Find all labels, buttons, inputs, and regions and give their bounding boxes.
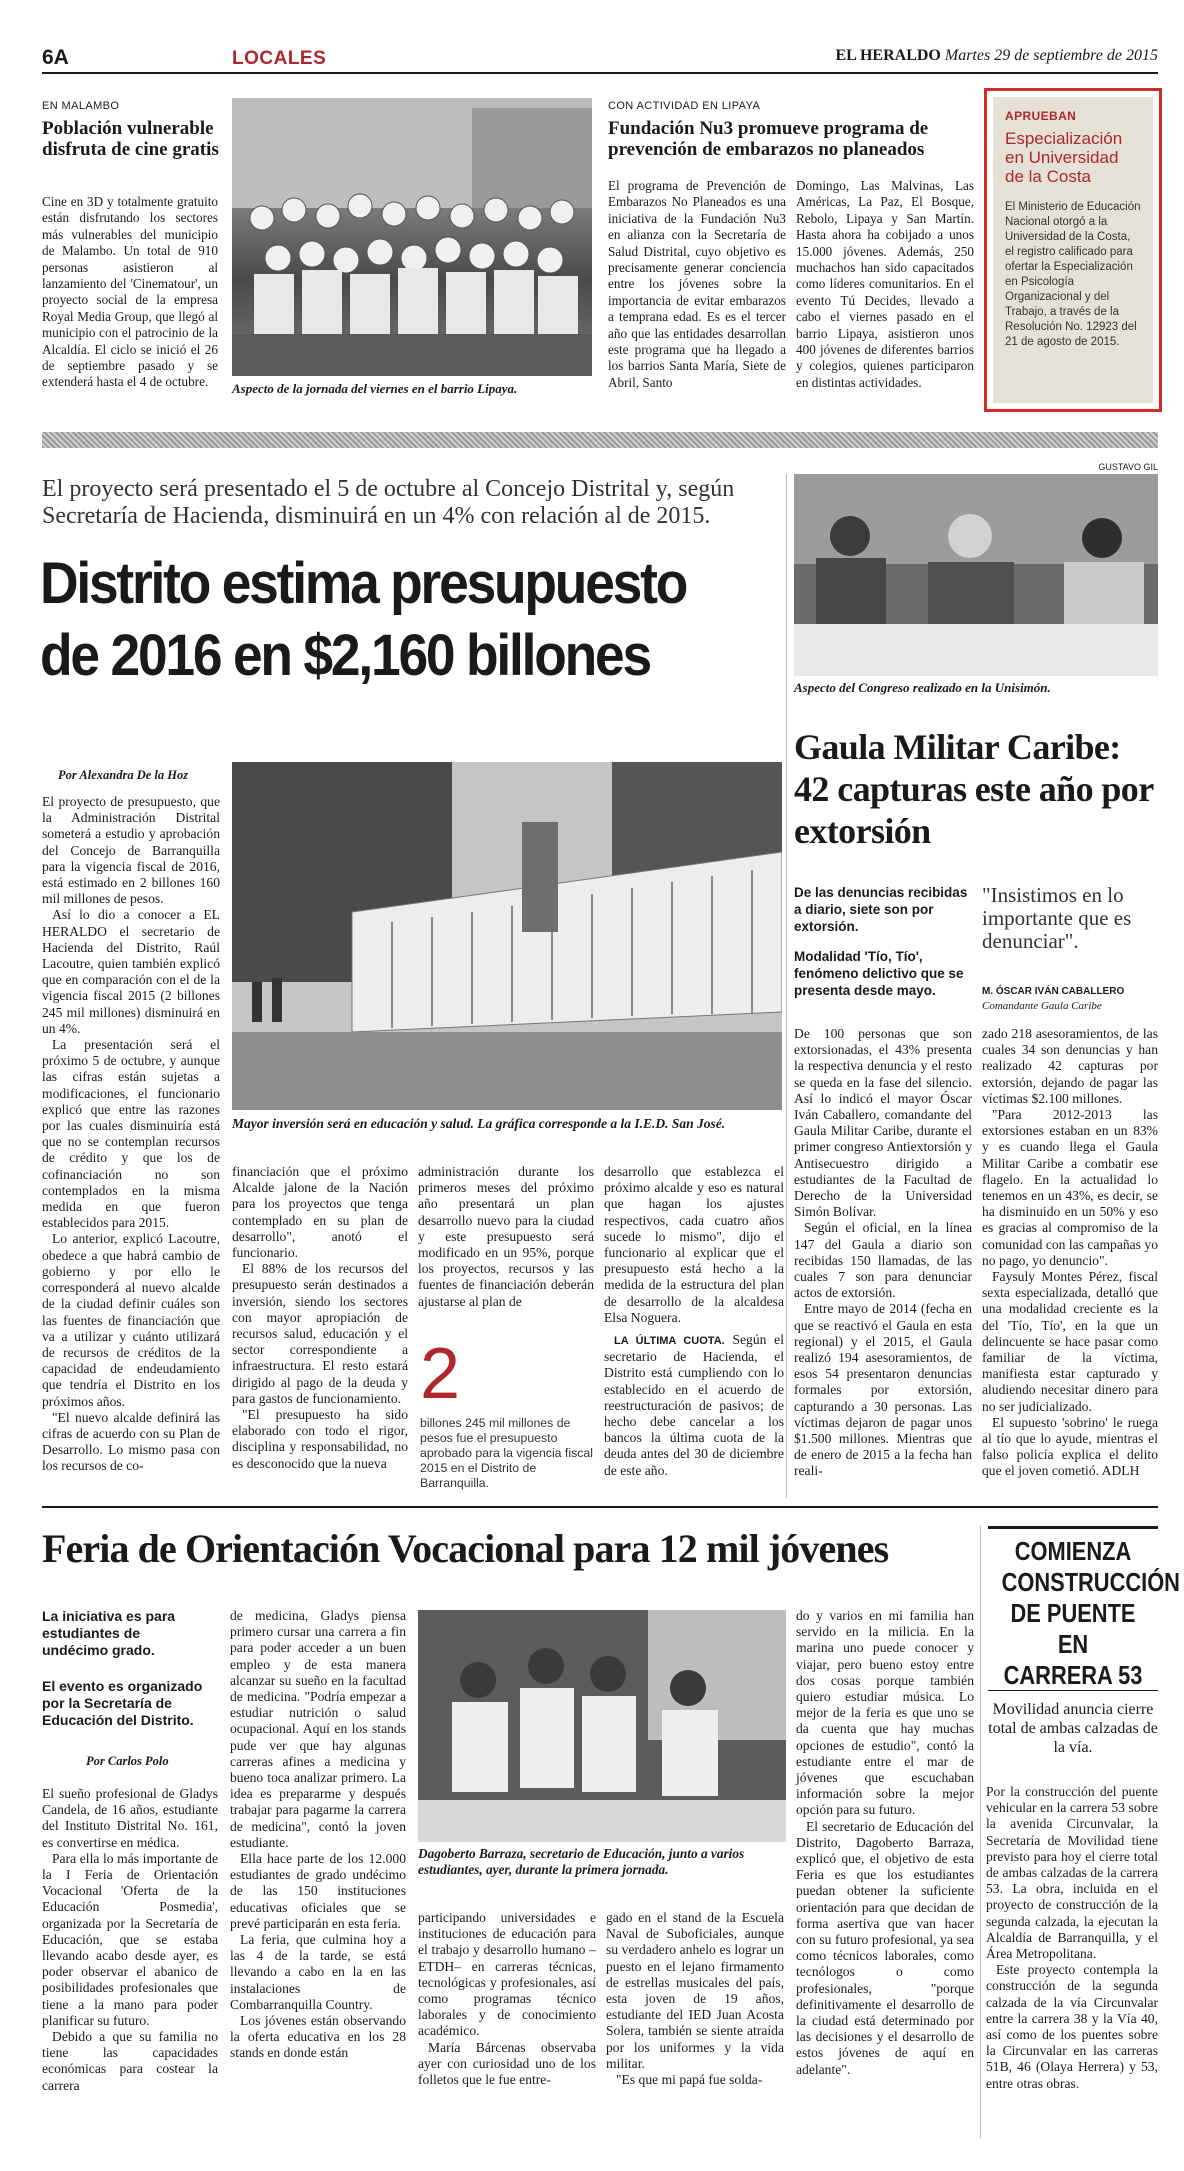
lipaya-photo-caption: Aspecto de la jornada del viernes en el barrio Lipaya.: [232, 381, 518, 396]
feria-p7: Los jóvenes están observando la oferta educativa en los 28 stands en donde están: [230, 2013, 406, 2061]
puente-top-rule: [988, 1526, 1158, 1529]
presupuesto-byline: Por Alexandra De la Hoz: [58, 768, 189, 782]
feria-summary-2: El evento es organizado por la Secretaría de Educación del Distrito.: [42, 1678, 203, 1728]
malambo-kicker: EN MALAMBO: [42, 100, 120, 112]
presupuesto-subhead-para: [604, 1332, 784, 1479]
presupuesto-col3-p1: administración durante los primeros meses del próximo año presentará un plan desarrollo nuevo para la ciudad y este presupuesto será modificado en un 95%, porque los proyectos, recursos y las fuentes de financiación deberán ajustarse al plan de: [418, 1164, 594, 1309]
column-rule-2: [980, 1526, 981, 2138]
malambo-text: Cine en 3D y totalmente gratuito están disfrutando los sectores más vulnerables del municipio de Malambo. Un total de 910 personas asistieron al lanzamiento del 'Cinematour', un proyecto social de la empresa Royal Media Group, que llegó al municipio con el patrocinio de la Alcaldía. El ciclo se inició el 26 de septiembre pasado y se extenderá hasta el 4 de octubre.: [42, 194, 218, 390]
gaula-quote-name: M. ÓSCAR IVÁN CABALLERO: [982, 986, 1125, 997]
malambo-title: Población vulnerable disfruta de cine gratis: [42, 118, 219, 160]
gaula-col2: [982, 1026, 1158, 1480]
nu3-kicker: CON ACTIVIDAD EN LIPAYA: [608, 100, 761, 112]
feria-p1: El sueño profesional de Gladys Candela, de 16 años, estudiante del Instituto Distrital No. 161, es convertirse en médica.: [42, 1786, 218, 1850]
gaula-photo-credit: GUSTAVO GIL: [1098, 462, 1158, 472]
feria-photo-caption: Dagoberto Barraza, secretario de Educación, junto a varios estudiantes, ayer, durante la primera jornada.: [418, 1846, 745, 1877]
nu3-title: Fundación Nu3 promueve programa de prevención de embarazos no planeados: [608, 118, 929, 160]
masthead-right: [836, 47, 1159, 65]
feria-col4: [606, 1910, 784, 2088]
feria-summary-1: La iniciativa es para estudiantes de undécimo grado.: [42, 1608, 176, 1658]
feria-p5: Ella hace parte de los 12.000 estudiantes de grado undécimo de las 150 instituciones educativas oficiales que se prevé participarán en esta feria.: [230, 1851, 406, 1931]
feria-p6: La feria, que culmina hoy a las 4 de la tarde, se está llevando a cabo en la en las instalaciones de Combarranquilla Country.: [230, 1932, 406, 2012]
feria-p10: gado en el stand de la Escuela Naval de Suboficiales, aunque su verdadero anhelo es lograr un puesto en el lejano firmamento de estrellas musicales del país, esta joven de 19 años, estudiante del IED Juan Acosta Solera, también se siente atraída por los uniformes y la vida militar.: [606, 1910, 784, 2071]
presupuesto-headline: Distrito estima presupuesto de 2016 en $2,160 billones: [40, 551, 687, 688]
school-photo: [232, 762, 782, 1110]
puente-p2: Este proyecto contempla la construcción de la segunda calzada de la vía Circunvalar entre la carrera 38 y la Vía 40, así como de los puentes sobre la Circunvalar en las carreras 51B, 46 (Olaya Herrera) y 53, entre otras obras.: [986, 1962, 1158, 2091]
presupuesto-p3: La presentación será el próximo 5 de octubre, y aunque las cifras están sujetas a modificaciones, el funcionario explicó que entre las razones por las cuales disminuiría está que no se contemplan recursos de crédito y que los de cofinanciación no son contemplados en la misma medida en que fueron establecidos para 2015.: [42, 1037, 220, 1231]
presupuesto-p5: "El nuevo alcalde definirá las cifras de acuerdo con su Plan de Desarrollo. Lo mismo pasa con los recursos de co-: [42, 1409, 220, 1474]
gaula-quote-role: Comandante Gaula Caribe: [982, 1000, 1102, 1012]
presupuesto-subhead: LA ÚLTIMA CUOTA.: [614, 1335, 725, 1348]
presupuesto-col2-p3: "El presupuesto ha sido elaborado con todo el rigor, disciplina y responsabilidad, no es desconocido que la nueva: [232, 1407, 408, 1471]
paper-name: EL HERALDO: [835, 47, 941, 64]
puente-mid-rule: [988, 1690, 1158, 1691]
nu3-text-1: El programa de Prevención de Embarazos No Planeados es una iniciativa de la Fundación Nu3 en alianza con la Secretaría de Salud Distrital, cuyo objetivo es precisamente generar conciencia entre los jóvenes sobre la importancia de evitar embarazos a temprana edad. Es es el tercer año que las entidades desarrollan este programa que ha llegado a los barrios Santa María, Siete de Abril, Santo: [608, 178, 786, 390]
puente-body: [986, 1784, 1158, 2092]
feria-p8: participando universidades e instituciones de educación para el trabajo y desarrollo humano –ETDH– en carreras técnicas, tecnológicas y profesionales, así como programas técnico laborales y de conocimiento académico.: [418, 1910, 596, 2039]
presupuesto-col2-p1: financiación que el próximo Alcalde jalone de la Nación para los proyectos que tenga contemplado en su plan de desarrollo", anotó el funcionario.: [232, 1164, 408, 1261]
malambo-body: [42, 194, 218, 391]
gaula-p2: Según el oficial, en la línea 147 del Gaula a diario son recibidas 150 llamadas, de las cuales 7 son para denunciar actos de extorsión.: [794, 1220, 972, 1301]
presupuesto-col2: [232, 1164, 408, 1472]
presupuesto-deck: El proyecto será presentado el 5 de octubre al Concejo Distrital y, según Secretaría de Hacienda, disminuirá en un 4% con relación al de 2015.: [42, 476, 735, 529]
gaula-p3: Entre mayo de 2014 (fecha en que se reactivó el Gaula en esta regional) y el 2015, el Gaula realizó 194 asesoramientos, de esos 54 presentaron denuncias formales por extorsión, capturando a 30 personas. Las víctimas dejaron de pagar unos $1.500 millones. Mientras que de enero de 2015 a la fecha han reali-: [794, 1301, 972, 1479]
crowd-illustration: [232, 98, 592, 376]
school-illustration: [232, 762, 782, 1110]
puente-headline: COMIENZA CONSTRUCCIÓN DE PUENTE EN CARRERA 53: [1001, 1536, 1180, 1690]
feria-p11: "Es que mi papá fue solda-: [616, 2072, 763, 2088]
gaula-summary-1: De las denuncias recibidas a diario, siete son por extorsión.: [794, 885, 968, 934]
section-band: [42, 432, 1158, 448]
lipaya-photo: [232, 98, 592, 376]
gaula-headline: Gaula Militar Caribe: 42 capturas este año por extorsión: [794, 727, 1153, 851]
presupuesto-p2: Así lo dio a conocer a EL HERALDO el secretario de Hacienda del Distrito, Raúl Lacoutre, quien también explicó que en comparación con el de la vigencia fiscal 2015 (2 billones 245 mil millones) disminuirá en un 4%.: [42, 907, 220, 1036]
feria-p4: de medicina, Gladys piensa primero cursar una carrera a fin para poder acceder a un buen empleo y de esta manera alcanzar su sueño en la facultad de medicina. "Podría empezar a estudiar nutrición o salud ocupacional. Aquí en los stands pude ver que hay algunas carreras afines a medicina y bueno toca analizar primero. La idea es prepararme y después trabajar para pagarme la carrera de medicina", contó la joven estudiante.: [230, 1608, 406, 1850]
congress-illustration: [794, 474, 1158, 676]
stat-text: billones 245 mil millones de pesos fue el presupuesto aprobado para la vigencia fiscal 2015 en el Distrito de Barranquilla.: [420, 1416, 593, 1490]
presupuesto-p4: Lo anterior, explicó Lacoutre, obedece a que habrá cambio de gobierno y por ello le corresponderá al nuevo alcalde de la ciudad definir cuáles son las fuentes de financiación que va a utilizar y cuánto utilizará de recursos de créditos de la capacidad de endeudamiento que tendría el Distrito en los próximos años.: [42, 1231, 220, 1409]
feria-col3: [418, 1910, 596, 2088]
presupuesto-col4-p1: desarrollo que establezca el próximo alcalde y eso es natural que hagan los ajustes respectivos, cada cuatro años sucede lo mismo", dijo el funcionario al explicar que el presupuesto está hecho a la medida de la estructura del plan de desarrollo de la alcaldesa Elsa Noguera.: [604, 1164, 784, 1325]
gaula-quote: "Insistimos en lo importante que es denunciar".: [982, 883, 1132, 953]
puente-p1: Por la construcción del puente vehicular en la carrera 53 sobre la avenida Circunvalar, la Secretaría de Movilidad tiene previsto para hoy el cierre total de ambas calzadas de la carrera 53. La obra, incluida en el proyecto de construcción de la segunda calzada, la ejecutan la Alcaldía de Barranquilla, y el Área Metropolitana.: [986, 1784, 1158, 1962]
mid-rule: [42, 1506, 1158, 1508]
gaula-p1: De 100 personas que son extorsionadas, el 43% presenta la respectiva denuncia y el resto se queda en la fase del silencio. Así lo indicó el mayor Óscar Iván Caballero, comandante del Gaula Militar Caribe, durante el primer congreso Antiextorsión y Antisecuestro dirigido a estudiantes de la Facultad de Derecho de la Universidad Simón Bolívar.: [794, 1026, 972, 1220]
feria-photo: [418, 1610, 786, 1842]
nu3-col2: [796, 178, 974, 391]
feria-p2: Para ella lo más importante de la I Feria de Orientación Vocacional 'Oferta de la Educación Posmedia', organizada por la Secretaría de Educación, que se estaba llevando acabo desde ayer, es poder observar el abanico de posibilidades profesionales que tiene a la mano para poder planificar su futuro.: [42, 1850, 218, 2028]
issue-date: Martes 29 de septiembre de 2015: [944, 47, 1158, 64]
aprueban-inner: [993, 97, 1153, 403]
gaula-p7: El supuesto 'sobrino' le ruega al tío que lo ayude, mientras el falso policía explica el delito que el joven cometió. ADLH: [982, 1414, 1158, 1479]
masthead-rule: [42, 72, 1158, 74]
stat-number: 2: [420, 1334, 461, 1414]
gaula-col1: [794, 1026, 972, 1480]
aprueban-box: [984, 88, 1162, 412]
presupuesto-col2-p2: El 88% de los recursos del presupuesto serán destinados a inversión, siendo los sectores con mayor apropiación de recursos salud, educación y el sector correspondiente a infraestructura. El resto estará dirigido al pago de la deuda y para gastos de funcionamiento.: [232, 1261, 408, 1406]
gaula-photo: [794, 474, 1158, 676]
gaula-summary-2: Modalidad 'Tío, Tío', fenómeno delictivo que se presenta desde mayo.: [794, 949, 964, 998]
gaula-photo-caption: Aspecto del Congreso realizado en la Unisimón.: [794, 680, 1051, 695]
puente-summary: Movilidad anuncia cierre total de ambas calzadas de la vía.: [988, 1701, 1158, 1756]
gaula-p6: Faysuly Montes Pérez, fiscal sexta especializada, detalló que una modalidad creciente es la del 'Tío, Tío', en la que un delincuente se hace pasar como familiar de la víctima, manifiesta estar capturado y aludiendo necesitar dinero para no ser judicializado.: [982, 1269, 1158, 1414]
gaula-p4: zado 218 asesoramientos, de las cuales 34 son denuncias y han realizado 42 capturas por extorsión, dejando de pagar las víctimas $2.100 millones.: [982, 1026, 1158, 1106]
feria-headline: Feria de Orientación Vocacional para 12 mil jóvenes: [42, 1526, 889, 1571]
presupuesto-col4-p2: Según el secretario de Hacienda, el Distrito está cumpliendo con lo establecido en el acuerdo de reestructuración de pasivos; de hecho debe cancelar a los bancos la última cuota de la deuda antes del 30 de diciembre de este año.: [604, 1332, 784, 1478]
aprueban-kicker: APRUEBAN: [1005, 109, 1077, 123]
feria-p9: María Bárcenas observaba ayer con curiosidad uno de los folletos que le fue entre-: [418, 2039, 596, 2088]
column-rule-1: [786, 474, 787, 1498]
feria-col5: [796, 1608, 974, 2078]
gaula-p5: "Para 2012-2013 las extorsiones estaban en un 83% y es cuando llega el Gaula Militar Caribe a combatir ese flagelo. En la actualidad lo tenemos en un 43%, es decir, se ha disminuido en un 50% y eso es gracias al compromiso de la comunidad con las campañas yo no pago, yo denuncio".: [982, 1107, 1158, 1268]
aprueban-body: El Ministerio de Educación Nacional otorgó a la Universidad de la Costa, el registro calificado para ofertar la Especialización en Psicología Organizacional y del Trabajo, a través de la Resolución No. 12923 del 21 de agosto de 2015.: [1005, 201, 1141, 348]
section-label: LOCALES: [232, 48, 327, 69]
school-photo-caption: Mayor inversión será en educación y salud. La gráfica corresponde a la I.E.D. San José.: [232, 1116, 726, 1131]
feria-p3: Debido a que su familia no tiene las capacidades económicas para costear la carrera: [42, 2029, 218, 2093]
presupuesto-col4: [604, 1164, 784, 1479]
feria-byline: Por Carlos Polo: [86, 1754, 169, 1768]
presupuesto-p1: El proyecto de presupuesto, que la Administración Distrital someterá a estudio y aprobación del Concejo de Barranquilla para la vigencia fiscal de 2016, está estimado en 2 billones 160 mil millones de pesos.: [42, 794, 220, 907]
feria-p13: El secretario de Educación del Distrito, Dagoberto Barraza, explicó que, el objetivo de esta Feria es que los estudiantes puedan obtener la suficiente orientación para que decidan de forma asertiva que van hacer con su futuro profesional, ya sea como técnicos laborales, como tecnólogos o como profesionales, "porque definitivamente el desarrollo de la ciudad está determinado por las decisiones y el desarrollo de estos jóvenes de aquí en adelante".: [796, 1818, 974, 2077]
nu3-col1: [608, 178, 786, 391]
students-illustration: [418, 1610, 786, 1842]
presupuesto-col1: [42, 794, 220, 1475]
nu3-text-2: Domingo, Las Malvinas, Las Américas, La Paz, El Bosque, Rebolo, Lipaya y San Martín. Hasta ahora ha cobijado a unos 15.000 jóvenes. Además, 250 muchachos han sido capacitados como líderes comunitarios. En el evento Tú Decides, llevado a cabo el viernes pasado en el barrio Lipaya, asistieron unos 400 jóvenes de diferentes barrios y colegios, quienes participaron en distintas actividades.: [796, 178, 974, 390]
feria-col1: [42, 1786, 218, 2094]
feria-p12: do y varios en mi familia han servido en la milicia. En la marina uno puede conocer y viajar, pero bueno estoy entre dos cosas porque también quiero estudiar música. Lo mejor de la feria es que uno se da cuenta que hay muchas opciones de estudio", contó la estudiante entre el mar de jóvenes que escuchaban información sobre la mejor opción para su futuro.: [796, 1608, 974, 1818]
presupuesto-col3: [418, 1164, 594, 1310]
page-number: 6A: [42, 46, 69, 69]
aprueban-title: Especialización en Universidad de la Costa: [1005, 129, 1123, 186]
feria-col2: [230, 1608, 406, 2062]
